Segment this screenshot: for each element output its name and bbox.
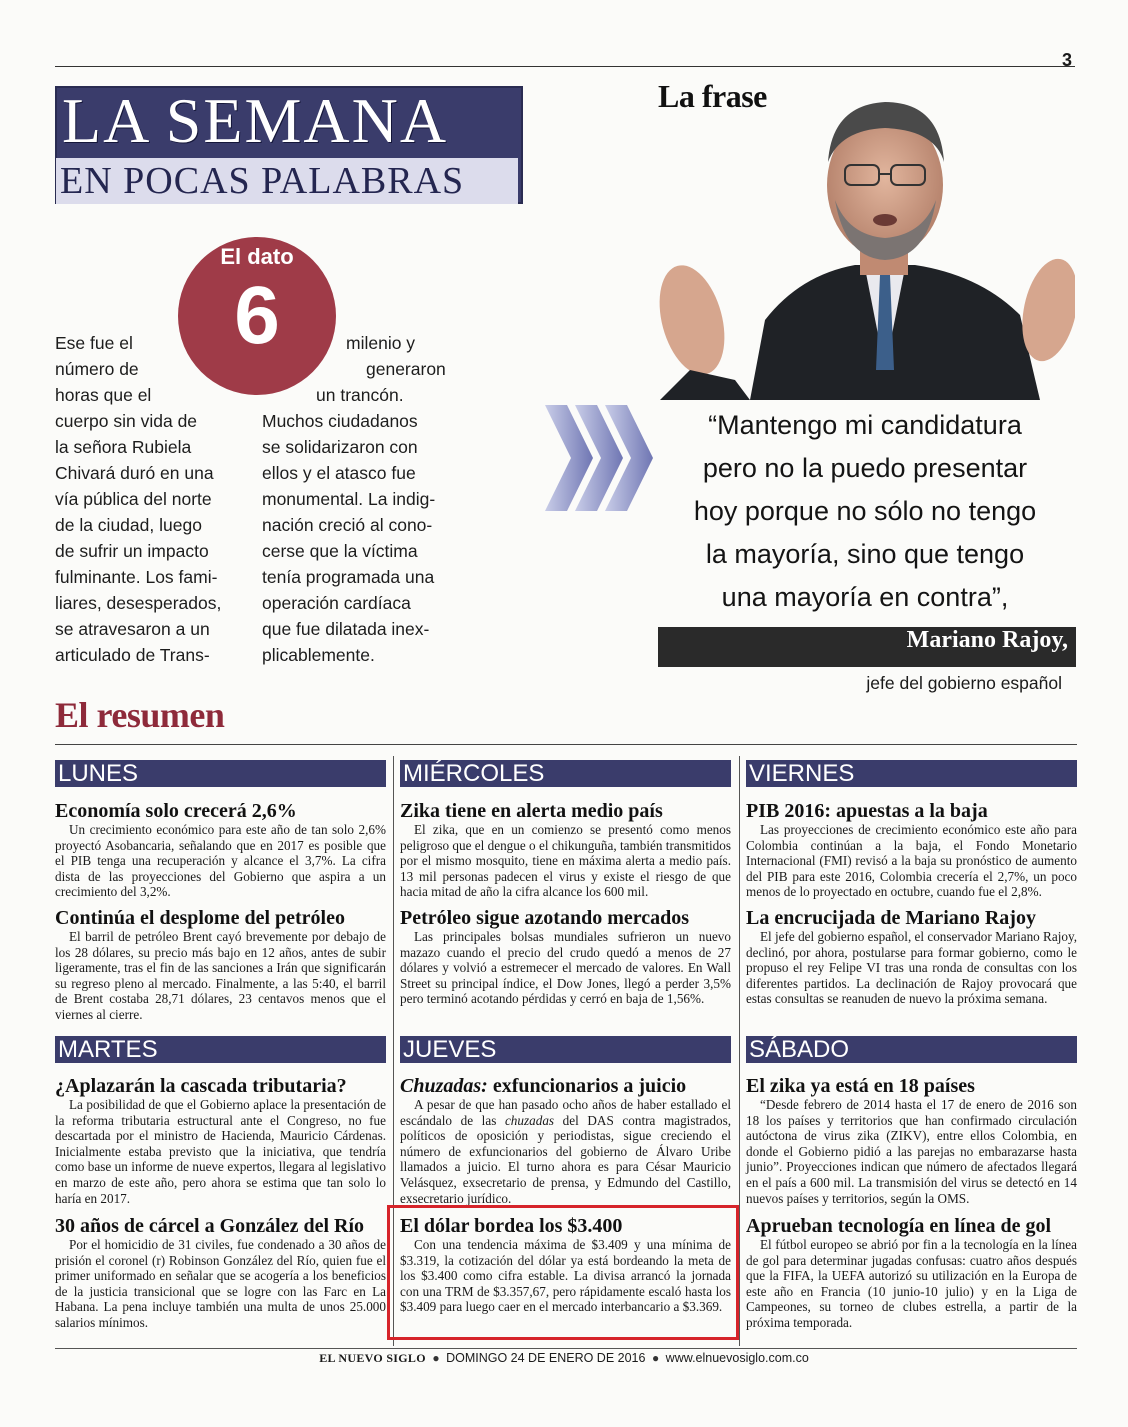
news-item — [400, 1075, 731, 1206]
dato-line: la señora Rubiela — [55, 437, 192, 457]
news-headline: 30 años de cárcel a González del Río — [55, 1215, 365, 1237]
news-body-part: A pesar de que han pasado ocho años de haber estallado el escándalo de las — [400, 1097, 731, 1128]
dato-line: horas que el — [55, 385, 152, 405]
dato-line: Muchos ciudadanos — [262, 411, 418, 431]
news-item — [746, 1215, 1077, 1331]
dato-line: se atravesaron a un — [55, 619, 210, 639]
news-body: “Desde febrero de 2014 hasta el 17 de enero de 2016 son 18 los países y territorios que han confirmado circulación autóctona de virus zika (ZIKV), entre ellos Colombia, en donde el Gobierno pidió a las parejas no embarazarse hasta junio”. Proyecciones indican que número de afectados llegará en el país a 600 mil. La transmisión del virus se detectó en 14 nuevos países y territorios, según la OMS. — [746, 1097, 1077, 1206]
news-item — [746, 1075, 1077, 1206]
news-headline: La encrucijada de Mariano Rajoy — [746, 907, 1036, 929]
news-body: Las principales bolsas mundiales sufrieron un nuevo mazazo cuando el precio del crudo quedó a menos de 27 dólares y volvió a estremecer el mercado de valores. En Wall Street su principal índice, el Dow Jones, llegó a perder 3,5% pero terminó acotando pérdidas y cerró en baja de 1,56%. — [400, 929, 731, 1007]
dato-line: articulado de Trans- — [55, 645, 210, 665]
column-divider — [739, 756, 740, 1346]
news-headline: El dólar bordea los $3.400 — [400, 1215, 623, 1237]
dato-line: vía pública del norte — [55, 489, 212, 509]
news-item — [400, 800, 731, 900]
dato-line: plicablemente. — [262, 645, 375, 665]
day-header-martes: MARTES — [55, 1036, 386, 1063]
dato-line: ellos y el atasco fue — [262, 463, 416, 483]
dato-line: Chivará duró en una — [55, 463, 214, 483]
dato-line: que fue dilatada inex- — [262, 619, 430, 639]
news-headline: Petróleo sigue azotando mercados — [400, 907, 690, 929]
day-header-miercoles: MIÉRCOLES — [400, 760, 731, 787]
dato-label: El dato — [220, 244, 294, 269]
news-body: Con una tendencia máxima de $3.409 y una mínima de $3.319, la cotización del dólar ya está bordeando la meta de los $3.400 como cifra estable. La divisa arrancó la jornada con una TRM de $3.357,67, pero rápidamente escaló hasta los $3.409 para luego caer en el mercado interbancario a $3.369. — [400, 1237, 731, 1315]
news-headline: Zika tiene en alerta medio país — [400, 800, 663, 822]
news-body: El fútbol europeo se abrió por fin a la tecnología en la línea de gol para determinar jugadas confusas: cuatro años después que la FIFA, la UEFA autorizó su utilización en la Europa de este año en Francia (10 junio-10 julio) y en la Liga de Campeones, su torneo de clubes estrella, a partir de la próxima temporada. — [746, 1237, 1077, 1330]
quote-line: una mayoría en contra”, — [721, 582, 1009, 612]
day-header-lunes: LUNES — [55, 760, 386, 787]
news-headline — [400, 1075, 731, 1097]
speaker-photo — [640, 70, 1075, 400]
footer-url[interactable]: www.elnuevosiglo.com.co — [665, 1351, 809, 1365]
news-headline: Economía solo crecerá 2,6% — [55, 800, 297, 822]
resumen-rule — [55, 744, 1077, 745]
news-headline: Continúa el desplome del petróleo — [55, 907, 345, 929]
quote-author-role: jefe del gobierno español — [866, 673, 1062, 693]
news-headline: Aprueban tecnología en línea de gol — [746, 1215, 1052, 1237]
dato-line: número de — [55, 359, 139, 379]
news-body: La posibilidad de que el Gobierno aplace la presentación de la reforma tributaria estructural ante el Congreso, no fue descartada por el ministro de Hacienda, Mauricio Cárdenas. Inicialmente estaba previsto que la iniciativa, que tendría como base un informe de nueve expertos, llegara al legislativo en marzo de este año, pero ahora se estima que tan solo lo haría en 2017. — [55, 1097, 386, 1206]
news-headline-rest: exfuncionarios a juicio — [487, 1075, 687, 1097]
dato-line: liares, desesperados, — [55, 593, 222, 613]
news-body — [400, 1097, 731, 1206]
dato-line: generaron — [366, 359, 446, 379]
footer-brand: EL NUEVO SIGLO — [319, 1351, 426, 1365]
dato-line: operación cardíaca — [262, 593, 411, 613]
dato-line: tenía programada una — [262, 567, 435, 587]
news-body: Un crecimiento económico para este año de tan solo 2,6% proyectó Asobancaria, señalando que en 2017 es posible que el PIB tenga una recuperación y alcance el 3,7%. La cifra dista de las proyecciones del Gobierno que aspira a un crecimiento del 3,2%. — [55, 822, 386, 900]
news-item — [746, 907, 1077, 1007]
dato-line: cerse que la víctima — [262, 541, 418, 561]
dato-line: de la ciudad, luego — [55, 515, 202, 535]
footer-rule — [55, 1348, 1077, 1349]
highlight-box — [387, 1205, 739, 1340]
dato-line: milenio y — [346, 333, 416, 353]
dato-line: Ese fue el — [55, 333, 133, 353]
dato-line: se solidarizaron con — [262, 437, 418, 457]
quote-author: Mariano Rajoy, — [906, 627, 1068, 653]
dato-line: monumental. La indig- — [262, 489, 436, 509]
news-headline: PIB 2016: apuestas a la baja — [746, 800, 988, 822]
dato-line: nación creció al cono- — [262, 515, 433, 535]
masthead-subtitle: EN POCAS PALABRAS — [56, 158, 518, 204]
news-item — [400, 907, 731, 1007]
masthead-title: LA SEMANA — [62, 85, 449, 156]
news-headline: El zika ya está en 18 países — [746, 1075, 975, 1097]
quote-line: hoy porque no sólo no tengo — [693, 496, 1037, 526]
news-headline: ¿Aplazarán la cascada tributaria? — [55, 1075, 347, 1097]
footer — [0, 1351, 1128, 1366]
footer-date: DOMINGO 24 DE ENERO DE 2016 — [446, 1351, 646, 1365]
news-body: El jefe del gobierno español, el conservador Mariano Rajoy, declinó, por ahora, postularse para formar gobierno, como le propuso el rey Felipe VI tras una ronda de consultas con los diferentes partidos. La declinación de Rajoy provocará que estas consultas se reanuden de nuevo la próxima semana. — [746, 929, 1078, 1007]
chevron-right-icon — [545, 405, 655, 511]
dato-text-left — [55, 330, 255, 668]
day-header-sabado: SÁBADO — [746, 1036, 1077, 1063]
news-item — [55, 800, 386, 900]
quote-line: “Mantengo mi candidatura — [708, 410, 1022, 440]
dato-text-right — [262, 330, 462, 668]
quote-line: la mayoría, sino que tengo — [705, 539, 1025, 569]
dato-line: cuerpo sin vida de — [55, 411, 198, 431]
news-body: El barril de petróleo Brent cayó brevemente por debajo de los 28 dólares, su precio más bajo en 12 años, antes de subir ligeramente, tras el fin de las sanciones a Irán que significarán su regreso pleno al mercado. Finalmente, a las 5:40, el barril de Brent costaba 28,71 dólares, 23 centavos menos que el viernes al cierre. — [55, 929, 386, 1022]
day-header-viernes: VIERNES — [746, 760, 1077, 787]
news-item — [55, 1215, 386, 1331]
news-body: El zika, que en un comienzo se presentó como menos peligroso que el dengue o el chikunguña, también transmitidos por el mismo mosquito, tiene en máxima alerta a medio país. 13 mil personas padecen el virus y existe el riesgo de que hacia mitad de año la cifra alcance los 600 mil. — [400, 822, 731, 900]
frase-title: La frase — [658, 78, 767, 114]
dato-number: 6 — [234, 270, 280, 361]
dato-line: fulminante. Los fami- — [55, 567, 218, 587]
bullet-icon: ● — [651, 1351, 660, 1365]
news-headline-italic: Chuzadas: — [400, 1075, 488, 1097]
quote-line: pero no la puedo presentar — [702, 453, 1028, 483]
resumen-title: El resumen — [55, 695, 225, 735]
bullet-icon: ● — [432, 1351, 440, 1365]
quote — [650, 404, 1080, 619]
dato-line: un trancón. — [316, 385, 404, 405]
day-header-jueves: JUEVES — [400, 1036, 731, 1063]
news-item — [55, 907, 386, 1023]
news-body-part: del DAS contra magistrados, políticos de oposición y periodistas, sigue creciendo el número de exfuncionarios del gobierno de Álvaro Uribe llamados a juicio. El turno ahora es para César Mauricio Velásquez, exsecretario de prensa, y Edmundo del Castillo, exsecretario jurídico. — [400, 1112, 731, 1206]
dato-line: de sufrir un impacto — [55, 541, 209, 561]
page-number: 3 — [1062, 50, 1073, 70]
news-item — [746, 800, 1077, 900]
news-body-italic: chuzadas — [504, 1112, 555, 1128]
top-rule — [55, 66, 1075, 67]
news-body: Las proyecciones de crecimiento económico este año para Colombia continúan a la baja, el Fondo Monetario Internacional (FMI) revisó a la baja su pronóstico de aumento del PIB para este 2016, Colombia crecería el 2,7%, un poco menos de lo proyectado en octubre, cuando fue el 2,8%. — [746, 822, 1077, 900]
news-body: Por el homicidio de 31 civiles, fue condenado a 30 años de prisión el coronel (r) Robinson González del Río, quien fue el primer uniformado en señalar que se acogería a los beneficios de la justicia transicional que se logre con las Farc en La Habana. La pena incluye también una multa de unos 25.000 salarios mínimos. — [55, 1237, 386, 1330]
news-item — [55, 1075, 386, 1206]
